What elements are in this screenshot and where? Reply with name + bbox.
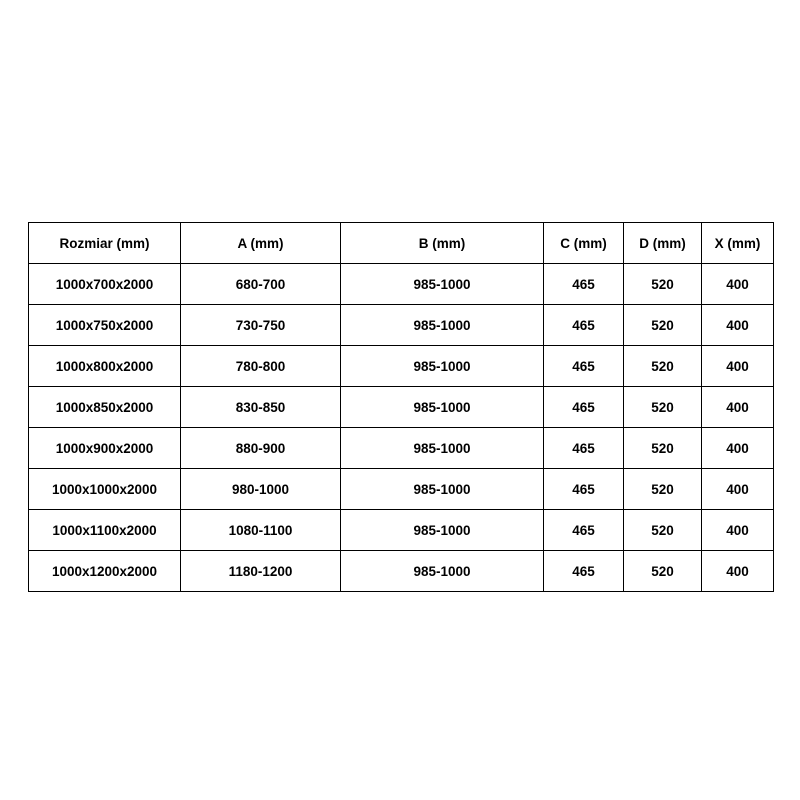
cell-a: 830-850 <box>181 387 341 428</box>
cell-d: 520 <box>624 305 702 346</box>
table-row <box>29 305 774 346</box>
column-header-x: X (mm) <box>702 223 774 264</box>
cell-b: 985-1000 <box>341 387 544 428</box>
cell-c: 465 <box>544 428 624 469</box>
cell-size: 1000x800x2000 <box>29 346 181 387</box>
cell-d: 520 <box>624 510 702 551</box>
column-header-b: B (mm) <box>341 223 544 264</box>
cell-x: 400 <box>702 264 774 305</box>
cell-x: 400 <box>702 469 774 510</box>
cell-b: 985-1000 <box>341 346 544 387</box>
table-row <box>29 510 774 551</box>
cell-b: 985-1000 <box>341 510 544 551</box>
specification-table-container <box>28 222 773 592</box>
table-row <box>29 264 774 305</box>
table-row <box>29 428 774 469</box>
cell-a: 680-700 <box>181 264 341 305</box>
cell-b: 985-1000 <box>341 305 544 346</box>
cell-size: 1000x850x2000 <box>29 387 181 428</box>
cell-c: 465 <box>544 469 624 510</box>
cell-c: 465 <box>544 510 624 551</box>
cell-a: 1180-1200 <box>181 551 341 592</box>
table-row <box>29 551 774 592</box>
table-row <box>29 469 774 510</box>
cell-d: 520 <box>624 469 702 510</box>
cell-size: 1000x750x2000 <box>29 305 181 346</box>
cell-x: 400 <box>702 305 774 346</box>
specification-table <box>28 222 774 592</box>
table-body <box>29 264 774 592</box>
cell-x: 400 <box>702 387 774 428</box>
cell-a: 780-800 <box>181 346 341 387</box>
cell-d: 520 <box>624 264 702 305</box>
cell-a: 1080-1100 <box>181 510 341 551</box>
table-row <box>29 346 774 387</box>
cell-d: 520 <box>624 551 702 592</box>
cell-c: 465 <box>544 551 624 592</box>
cell-d: 520 <box>624 346 702 387</box>
column-header-size: Rozmiar (mm) <box>29 223 181 264</box>
cell-d: 520 <box>624 428 702 469</box>
table-header <box>29 223 774 264</box>
cell-c: 465 <box>544 387 624 428</box>
cell-d: 520 <box>624 387 702 428</box>
cell-x: 400 <box>702 428 774 469</box>
cell-c: 465 <box>544 346 624 387</box>
cell-x: 400 <box>702 551 774 592</box>
cell-b: 985-1000 <box>341 264 544 305</box>
cell-a: 880-900 <box>181 428 341 469</box>
column-header-d: D (mm) <box>624 223 702 264</box>
cell-x: 400 <box>702 510 774 551</box>
column-header-c: C (mm) <box>544 223 624 264</box>
cell-size: 1000x700x2000 <box>29 264 181 305</box>
cell-a: 730-750 <box>181 305 341 346</box>
cell-size: 1000x1200x2000 <box>29 551 181 592</box>
cell-c: 465 <box>544 264 624 305</box>
cell-a: 980-1000 <box>181 469 341 510</box>
cell-b: 985-1000 <box>341 469 544 510</box>
cell-size: 1000x1000x2000 <box>29 469 181 510</box>
column-header-a: A (mm) <box>181 223 341 264</box>
cell-size: 1000x1100x2000 <box>29 510 181 551</box>
cell-b: 985-1000 <box>341 551 544 592</box>
table-row <box>29 387 774 428</box>
table-header-row <box>29 223 774 264</box>
cell-b: 985-1000 <box>341 428 544 469</box>
cell-x: 400 <box>702 346 774 387</box>
cell-size: 1000x900x2000 <box>29 428 181 469</box>
cell-c: 465 <box>544 305 624 346</box>
